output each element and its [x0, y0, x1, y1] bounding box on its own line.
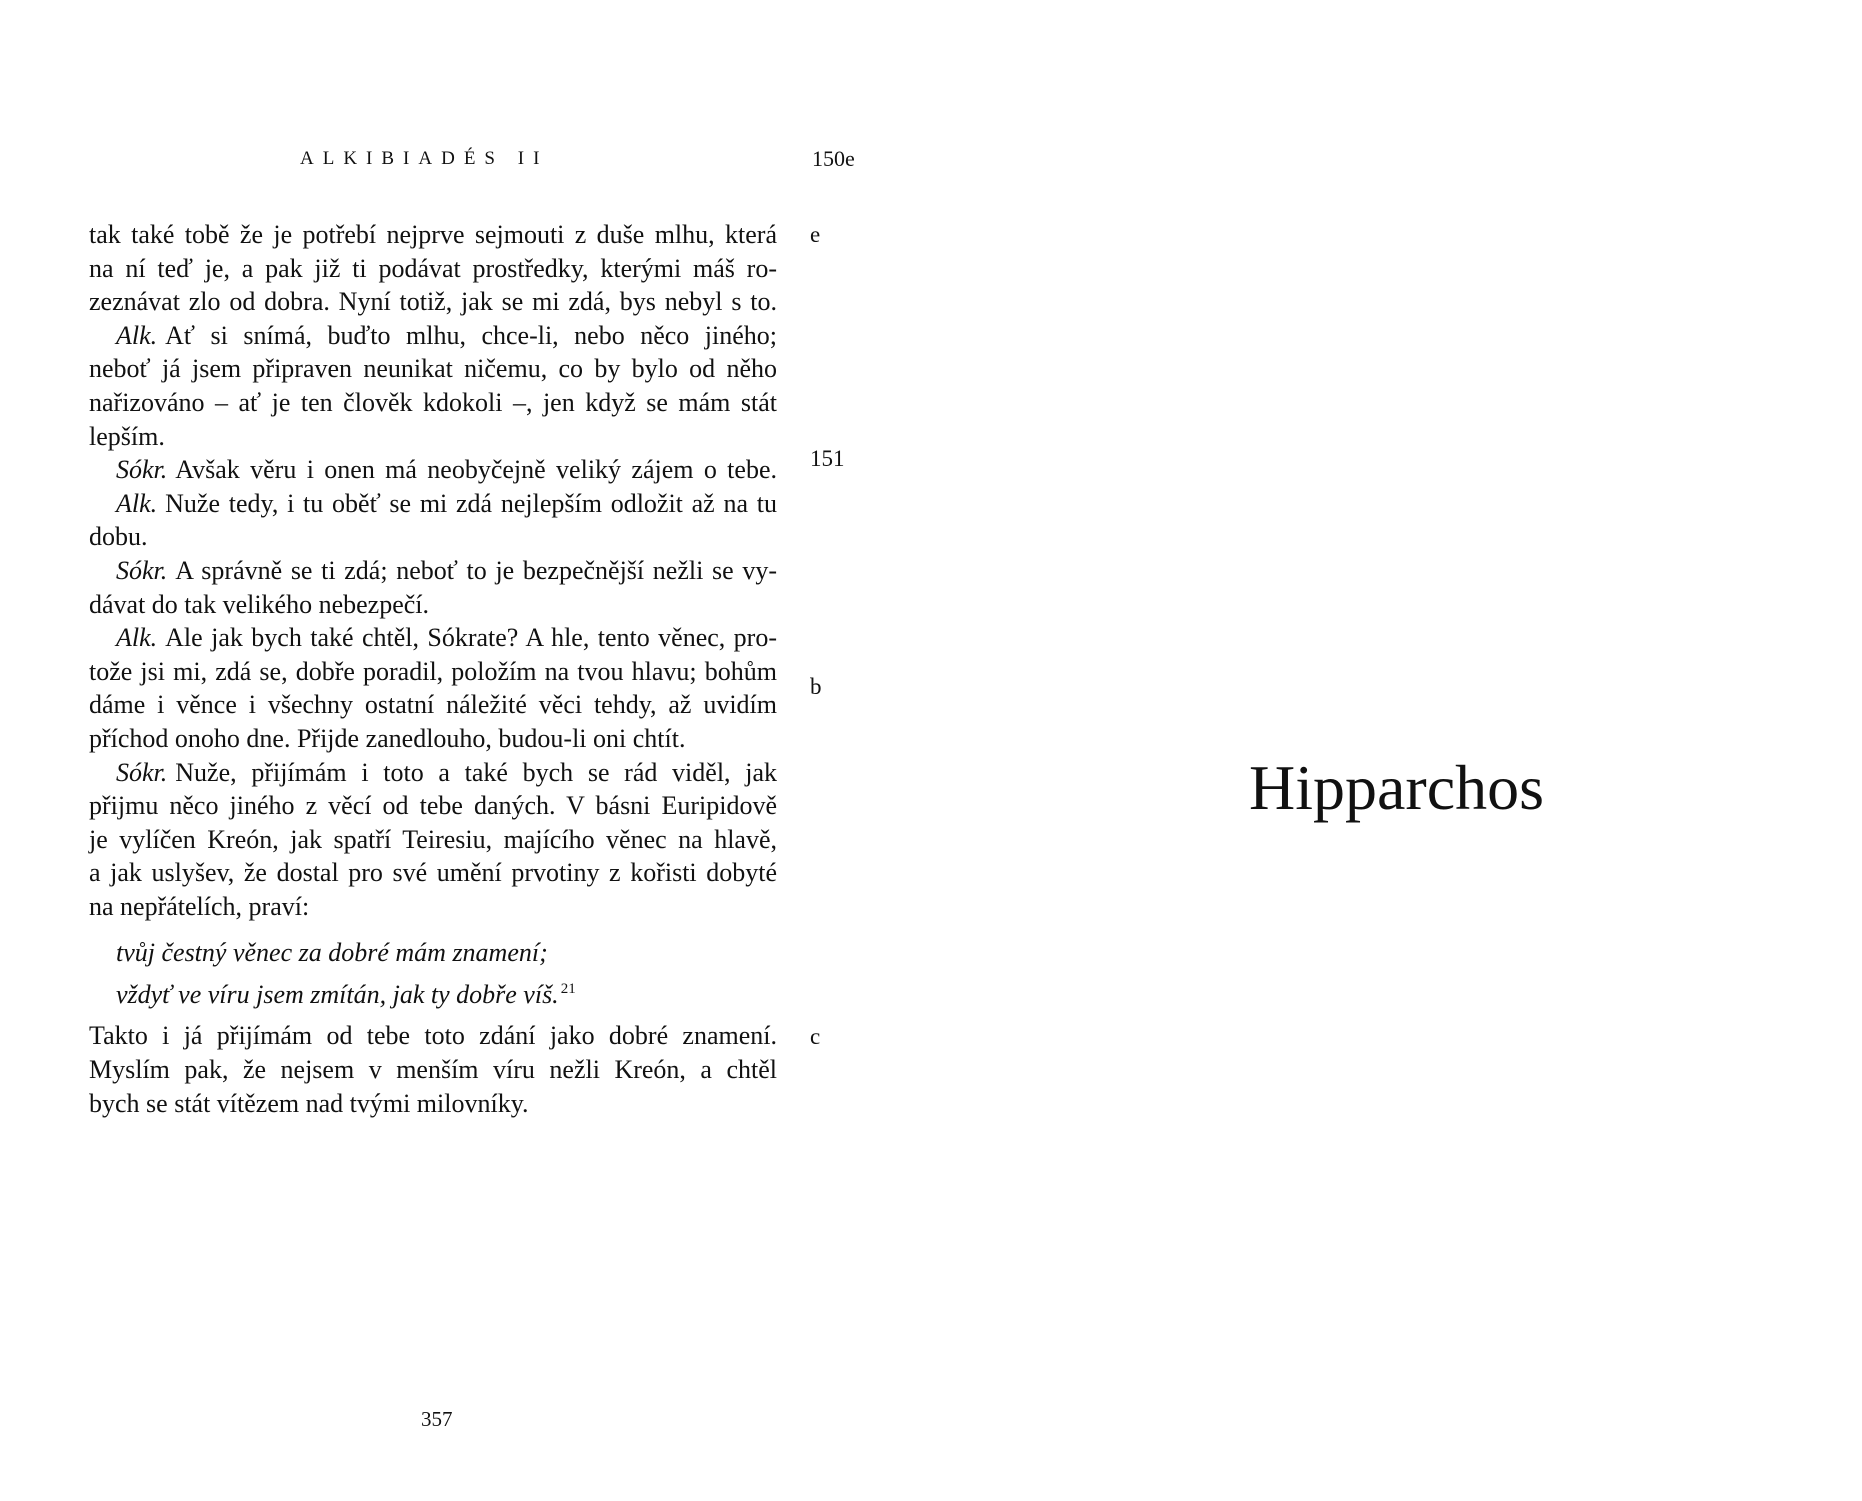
- text-line: bych se stát vítězem nad tvými milovníky.: [89, 1088, 529, 1118]
- text-line: tože jsi mi, zdá se, dobře poradil, položím na tvou hlavu; bohům: [89, 656, 777, 686]
- text-line: na ní teď je, a pak již ti podávat prostředky, kterými máš ro-: [89, 253, 777, 283]
- text-line: přijmu něco jiného z věcí od tebe daných. V básni Euripidově: [89, 791, 777, 821]
- text-line: Alk. Ať si snímá, buďto mlhu, chce-li, nebo něco jiného;: [116, 320, 777, 350]
- speaker-label: Sókr.: [116, 555, 168, 585]
- text-line: příchod onoho dne. Přijde zanedlouho, budou-li oni chtít.: [89, 723, 686, 753]
- text-line: nařizováno – ať je ten člověk kdokoli –, jen když se mám stát: [89, 387, 777, 417]
- dialogue-title: Hipparchos: [1249, 752, 1545, 823]
- text-line: Sókr. Avšak věru i onen má neobyčejně veliký zájem o tebe.: [116, 455, 777, 485]
- text-line: na nepřátelích, praví:: [89, 891, 310, 921]
- text-line: zeznávat zlo od dobra. Nyní totiž, jak se mi zdá, bys nebyl s to.: [89, 287, 777, 317]
- stephanus-head: 150e: [812, 146, 855, 171]
- footnote-ref: 21: [560, 981, 576, 998]
- margin-mark-b: b: [810, 674, 822, 699]
- verse-line: vždyť ve víru jsem zmítán, jak ty dobře víš. $^{21}$: [116, 980, 576, 1010]
- text-line: Myslím pak, že nejsem v menším víru nežli Kreón, a chtěl: [89, 1055, 777, 1085]
- text-line: dáme i věnce i všechny ostatní náležité věci tehdy, až uvidím: [89, 690, 777, 720]
- verse-quote: [89, 935, 777, 1010]
- text-line: Alk. Ale jak bych také chtěl, Sókrate? A hle, tento věnec, pro-: [116, 623, 777, 653]
- speaker-label: Sókr.: [116, 757, 168, 787]
- text-line: dobu.: [89, 522, 148, 552]
- verse-line: tvůj čestný věnec za dobré mám znamení;: [116, 938, 548, 968]
- speaker-label: Alk.: [116, 623, 158, 653]
- speaker-label: Alk.: [116, 320, 158, 350]
- margin-mark-c: c: [810, 1024, 821, 1049]
- text-line: je vylíčen Kreón, jak spatří Teiresiu, majícího věnec na hlavě,: [89, 824, 777, 854]
- speaker-label: Alk.: [116, 488, 158, 518]
- text-line: lepším.: [89, 421, 165, 451]
- margin-mark-151: 151: [810, 446, 845, 471]
- text-line: Alk. Nuže tedy, i tu oběť se mi zdá nejlepším odložit až na tu: [116, 488, 777, 518]
- dialogue-text: [89, 218, 777, 1120]
- text-line: Sókr. Nuže, přijímám i toto a také bych se rád viděl, jak: [116, 757, 777, 787]
- text-line: Sókr. A správně se ti zdá; neboť to je bezpečnější nežli se vy-: [116, 555, 777, 585]
- text-line: tak také tobě že je potřebí nejprve sejmouti z duše mlhu, která: [89, 220, 777, 249]
- speaker-label: Sókr.: [116, 455, 168, 485]
- text-line: neboť já jsem připraven neunikat ničemu, co by bylo od něho: [89, 354, 777, 384]
- right-page: [931, 0, 1862, 1501]
- margin-mark-e: e: [810, 222, 821, 247]
- text-line: a jak uslyšev, že dostal pro své umění prvotiny z kořisti dobyté: [89, 858, 777, 888]
- text-line: Takto i já přijímám od tebe toto zdání jako dobré znamení.: [89, 1021, 777, 1051]
- running-head: ALKIBIADÉS II: [300, 148, 549, 169]
- page-number: 357: [421, 1407, 453, 1431]
- text-line: dávat do tak velikého nebezpečí.: [89, 589, 430, 619]
